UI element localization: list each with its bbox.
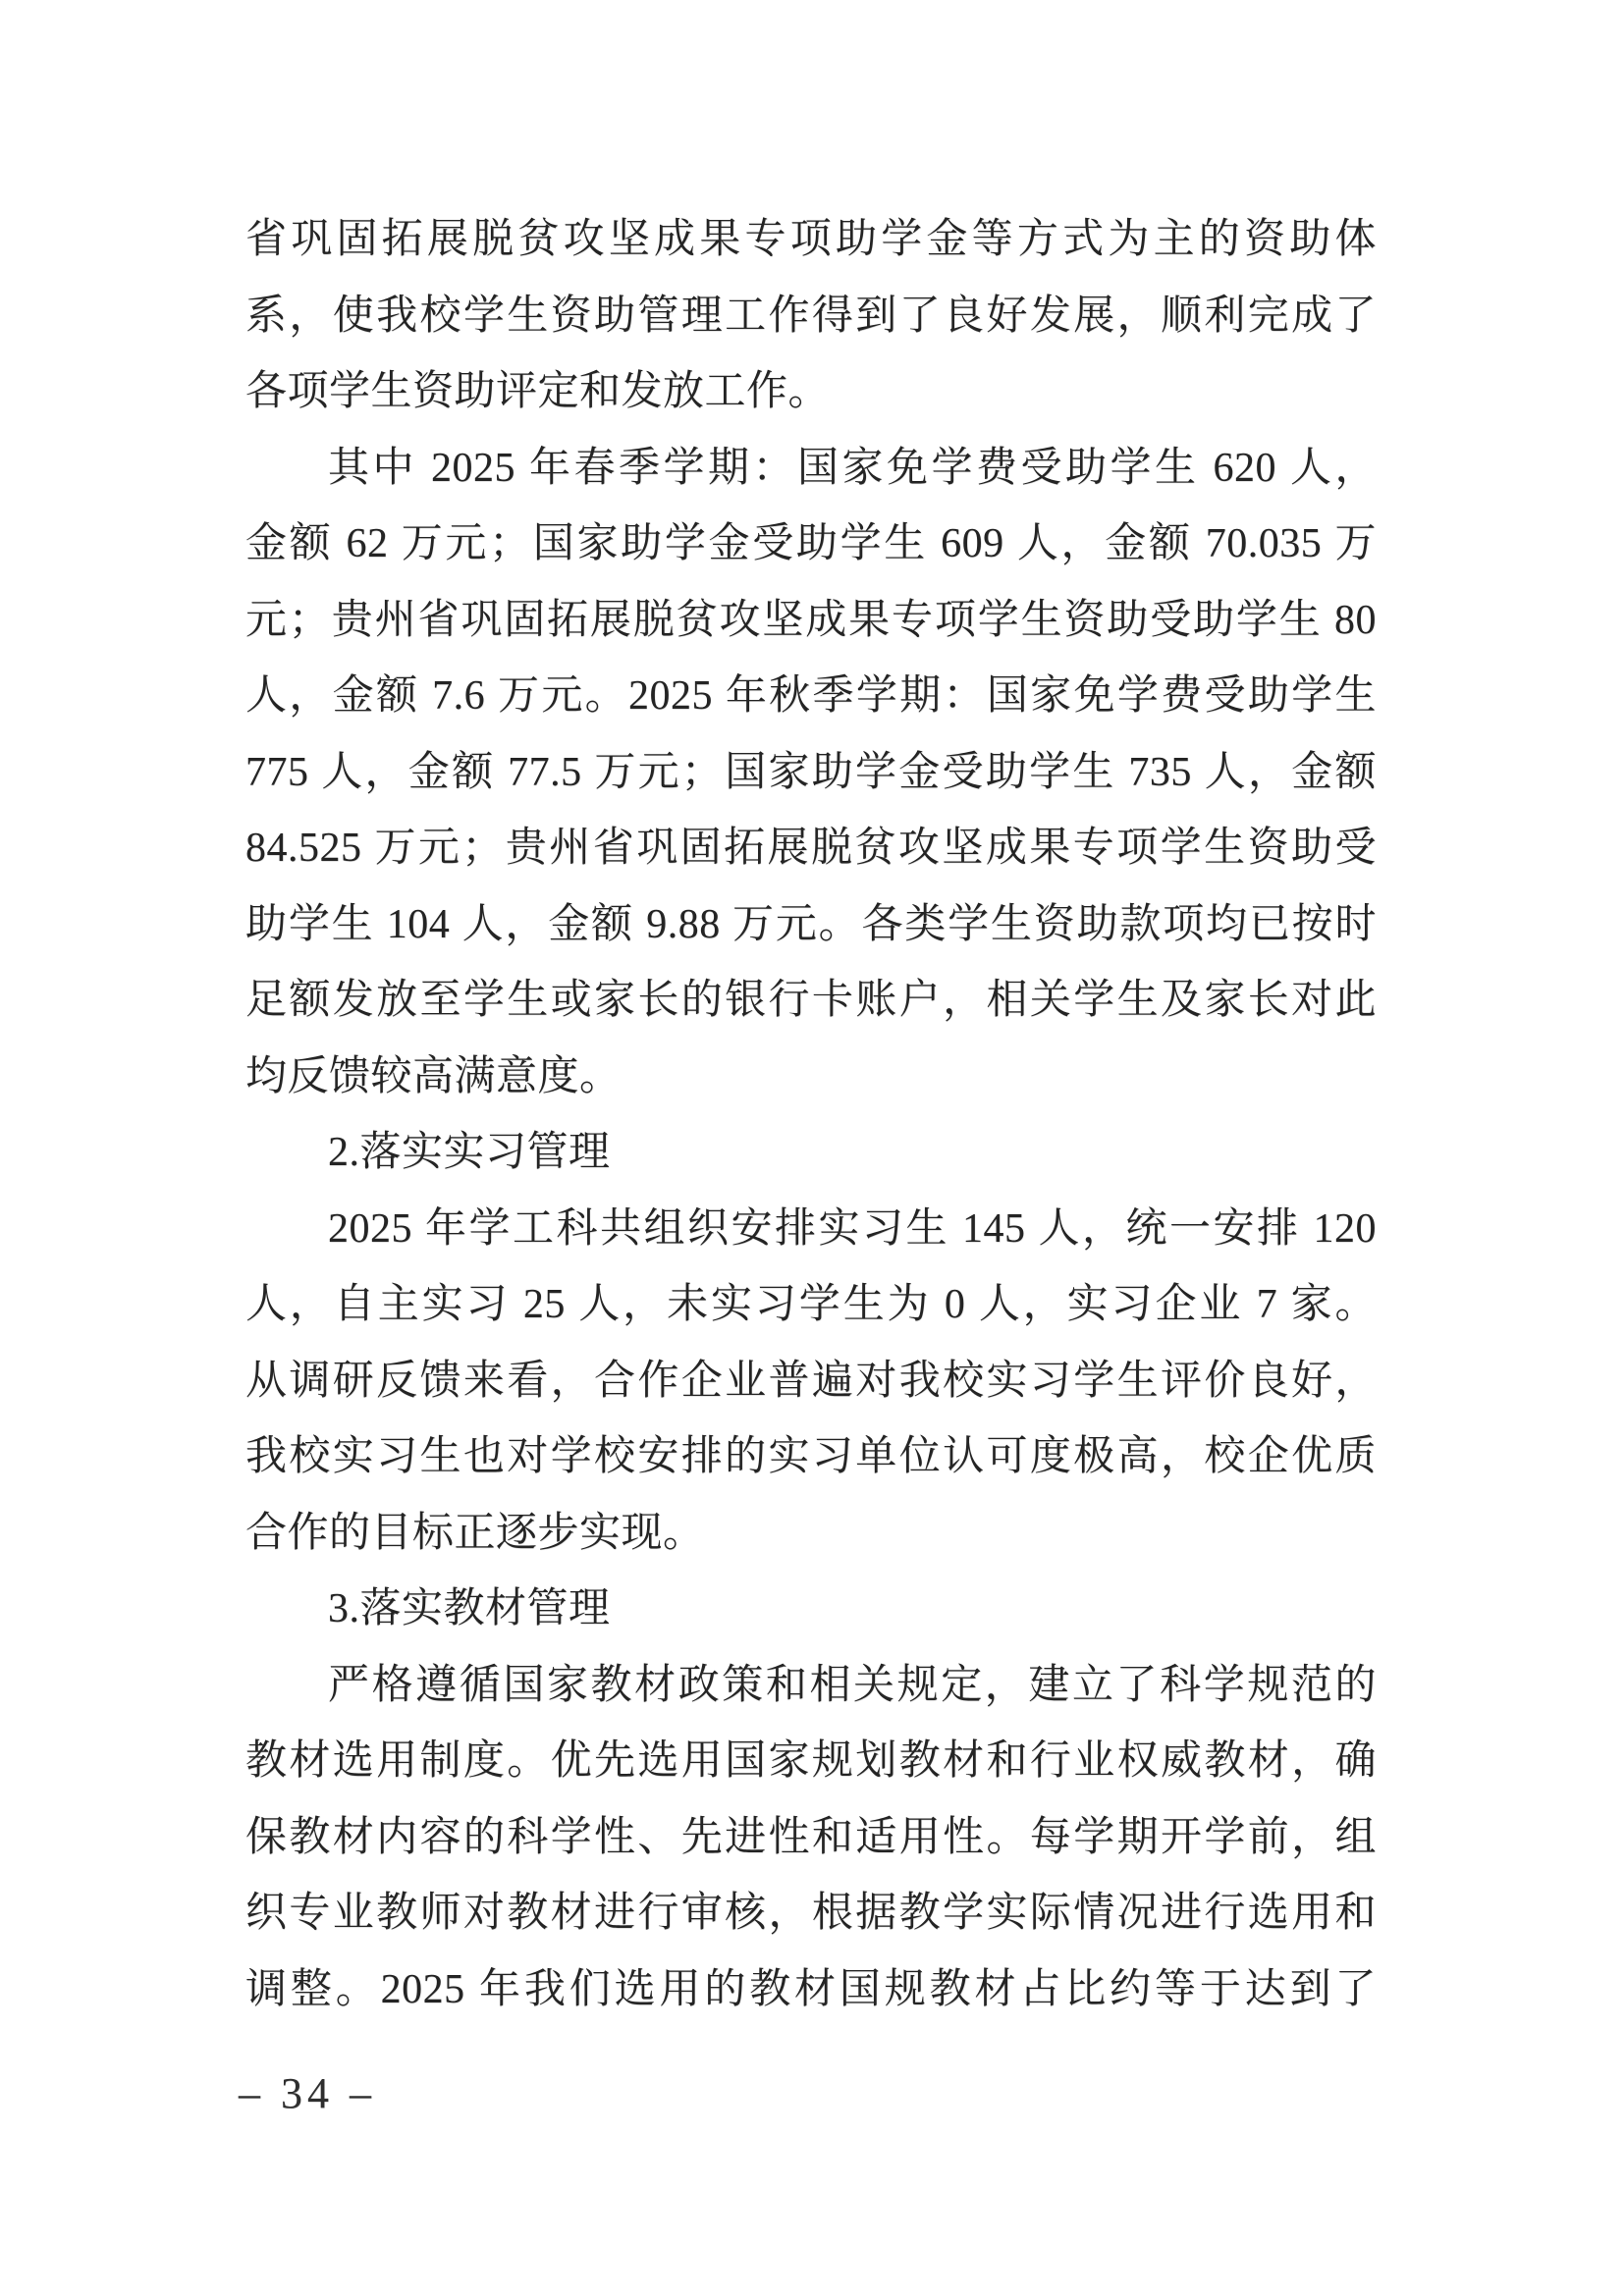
text-line: 系，使我校学生资助管理工作得到了良好发展，顺利完成了 bbox=[245, 293, 1377, 339]
text-line: 严格遵循国家教材政策和相关规定，建立了科学规范的 bbox=[328, 1662, 1377, 1708]
text-line: 均反馈较高满意度。 bbox=[245, 1053, 622, 1099]
text-line: 其中 2025 年春季学期：国家免学费受助学生 620 人， bbox=[328, 445, 1377, 491]
text-line: 775 人，金额 77.5 万元；国家助学金受助学生 735 人，金额 bbox=[245, 749, 1377, 795]
text-line: 金额 62 万元；国家助学金受助学生 609 人，金额 70.035 万 bbox=[245, 521, 1377, 566]
section-heading: 2.落实实习管理 bbox=[328, 1130, 611, 1175]
text-line: 84.525 万元；贵州省巩固拓展脱贫攻坚成果专项学生资助受 bbox=[245, 826, 1377, 871]
text-line: 2025 年学工科共组织安排实习生 145 人，统一安排 120 bbox=[328, 1205, 1377, 1252]
text-line: 人，自主实习 25 人，未实习学生为 0 人，实习企业 7 家。 bbox=[245, 1282, 1377, 1327]
page-number: – 34 – bbox=[239, 2069, 376, 2117]
section-heading: 3.落实教材管理 bbox=[328, 1586, 611, 1631]
text-line: 足额发放至学生或家长的银行卡账户，相关学生及家长对此 bbox=[245, 978, 1377, 1023]
text-line: 我校实习生也对学校安排的实习单位认可度极高，校企优质 bbox=[245, 1434, 1377, 1479]
text-line: 元；贵州省巩固拓展脱贫攻坚成果专项学生资助受助学生 80 bbox=[245, 597, 1377, 643]
text-line: 调整。2025 年我们选用的教材国规教材占比约等于达到了 bbox=[245, 1966, 1377, 2012]
text-line: 各项学生资助评定和发放工作。 bbox=[245, 369, 831, 414]
text-line: 从调研反馈来看，合作企业普遍对我校实习学生评价良好， bbox=[245, 1358, 1377, 1404]
text-line: 省巩固拓展脱贫攻坚成果专项助学金等方式为主的资助体 bbox=[245, 217, 1377, 262]
text-line: 人，金额 7.6 万元。2025 年秋季学期：国家免学费受助学生 bbox=[245, 673, 1377, 719]
text-line: 教材选用制度。优先选用国家规划教材和行业权威教材，确 bbox=[245, 1738, 1377, 1784]
text-line: 助学生 104 人，金额 9.88 万元。各类学生资助款项均已按时 bbox=[245, 901, 1377, 947]
text-line: 合作的目标正逐步实现。 bbox=[245, 1510, 705, 1556]
text-line: 织专业教师对教材进行审核，根据教学实际情况进行选用和 bbox=[245, 1891, 1377, 1936]
page-body-text bbox=[245, 202, 1377, 2028]
text-line: 保教材内容的科学性、先进性和适用性。每学期开学前，组 bbox=[245, 1814, 1377, 1860]
